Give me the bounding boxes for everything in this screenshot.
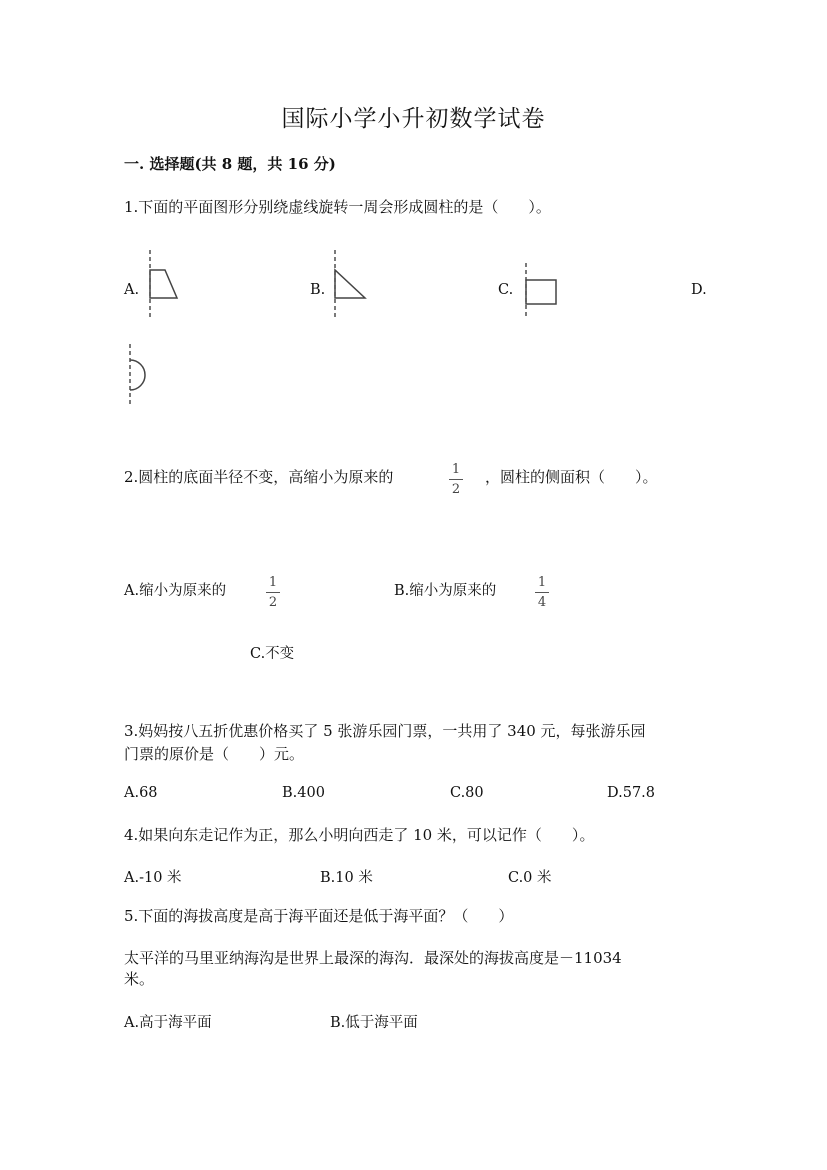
q4-option-b[interactable]: B.10 米 [320,870,373,886]
q3-option-c[interactable]: C.80 [450,785,484,801]
q3-option-d[interactable]: D.57.8 [607,785,656,801]
q4-option-a[interactable]: A.-10 米 [124,870,182,886]
fraction-bar [535,592,549,593]
section-heading: 一. 选择题(共 8 题，共 16 分) [124,155,336,173]
question-5-description-line-2: 米。 [124,970,155,988]
q1-option-a[interactable]: A. [124,282,140,298]
q2-option-b-denominator: 4 [537,595,547,610]
q2-option-a[interactable]: A.缩小为原来的 [124,583,227,599]
q5-option-b[interactable]: B.低于海平面 [330,1015,418,1031]
q4-option-c[interactable]: C.0 米 [508,870,552,886]
q2-fraction-denominator: 2 [451,482,461,497]
q2-option-b-fraction [535,576,549,610]
q2-option-c[interactable]: C.不变 [250,646,295,662]
q1-figure-c-rectangle [516,263,566,323]
q1-option-c[interactable]: C. [498,282,514,298]
question-1-text: 1.下面的平面图形分别绕虚线旋转一周会形成圆柱的是（ ）。 [124,198,551,216]
fraction-bar [266,592,280,593]
q5-option-a[interactable]: A.高于海平面 [124,1015,212,1031]
q1-figure-b-triangle [325,250,375,320]
q2-option-a-fraction [266,576,280,610]
q1-figure-d-semicircle [120,344,160,408]
q1-option-b[interactable]: B. [310,282,326,298]
question-2-text: 2.圆柱的底面半径不变，高缩小为原来的 [124,468,394,486]
q2-option-b[interactable]: B.缩小为原来的 [394,583,497,599]
question-3-line-2: 门票的原价是（ ）元。 [124,745,305,763]
question-4-text: 4.如果向东走记作为正，那么小明向西走了 10 米，可以记作（ ）。 [124,826,595,844]
question-5-description-line-1: 太平洋的马里亚纳海沟是世界上最深的海沟．最深处的海拔高度是－11034 [124,949,622,967]
q2-option-b-numerator: 1 [537,575,547,590]
q1-figure-a-trapezoid [140,250,190,320]
q1-option-d[interactable]: D. [691,282,707,298]
q2-option-a-denominator: 2 [268,595,278,610]
q2-option-a-numerator: 1 [268,575,278,590]
question-5-text: 5.下面的海拔高度是高于海平面还是低于海平面？（ ） [124,907,514,925]
question-3-line-1: 3.妈妈按八五折优惠价格买了 5 张游乐园门票，一共用了 340 元，每张游乐园 [124,722,646,740]
question-2-text-after: ，圆柱的侧面积（ ）。 [485,468,658,486]
q3-option-b[interactable]: B.400 [282,785,325,801]
q3-option-a[interactable]: A.68 [124,785,158,801]
q2-fraction [449,463,463,497]
page-title: 国际小学小升初数学试卷 [281,106,546,132]
fraction-bar [449,479,463,480]
q2-fraction-numerator: 1 [451,462,461,477]
